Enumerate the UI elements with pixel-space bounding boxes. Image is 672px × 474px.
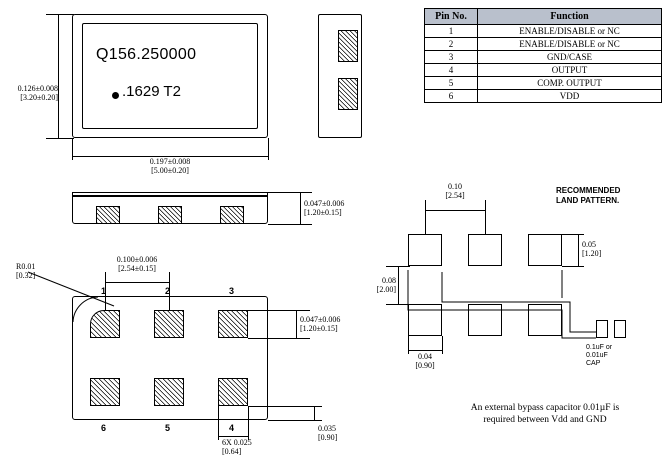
ext-line-offset-top [248, 406, 322, 407]
pin-function-cell: ENABLE/DISABLE or NC [478, 38, 662, 51]
side-view-pad-2 [158, 206, 182, 224]
dim-pitch [87, 255, 187, 273]
pin-function-cell: COMP. OUTPUT [478, 77, 662, 90]
table-header-row [425, 9, 662, 25]
dim-lp-pad-width-mm: [0.90] [415, 361, 435, 370]
land-pattern-title-line2: LAND PATTERN. [556, 196, 620, 205]
dim-thickness-inch: 0.047±0.006 [304, 199, 345, 208]
ext-line-bottom-topview [46, 138, 74, 139]
dim-pad-offset [318, 424, 372, 442]
dim-lp-pad-width [400, 352, 450, 370]
dim-pitch-inch: 0.100±0.006 [116, 255, 158, 264]
dim-pad-height-mm: [1.20±0.15] [300, 324, 338, 333]
table-row [425, 64, 662, 77]
dim-line-padh [296, 310, 297, 338]
dim-line-lp-padw [408, 350, 442, 351]
dim-pad-height [300, 315, 366, 333]
pin-label-6: 6 [101, 423, 107, 433]
dim-line-padw [218, 436, 248, 437]
pin1-dot-marker [112, 92, 119, 99]
dim-pad-offset-mm: [0.90] [318, 433, 338, 442]
table-header-pin-no: Pin No. [425, 9, 478, 25]
dim-corner-radius-inch: R0.01 [16, 262, 36, 271]
dim-width-topview [120, 157, 220, 175]
pin-label-4: 4 [229, 423, 235, 433]
dim-line-side-thickness [300, 192, 301, 224]
cap-label-line3: CAP [586, 360, 601, 367]
table-header-function: Function [478, 9, 662, 25]
dim-pad-offset-inch: 0.035 [318, 424, 336, 433]
bottom-pad-6 [90, 378, 120, 406]
land-pattern-title [556, 186, 666, 206]
ext-line-side-bottom [268, 224, 312, 225]
cap-label-line1: 0.1uF or [586, 344, 613, 351]
dim-corner-radius [16, 262, 78, 280]
bypass-capacitor-note [420, 402, 670, 426]
pin-no-cell: 2 [425, 38, 478, 51]
dim-width-inch: 0.197±0.008 [149, 157, 191, 166]
table-row [425, 38, 662, 51]
pin-label-3: 3 [229, 286, 235, 296]
dim-pad-width-mm: [0.64] [222, 447, 242, 456]
dim-lp-pad-width-inch: 0.04 [418, 352, 432, 361]
end-view-pad-lower [338, 78, 358, 110]
ext-line-pitch-left [105, 272, 106, 310]
ext-line-lp-pitch-left [425, 200, 426, 234]
dim-thickness-mm: [1.20±0.15] [304, 208, 342, 217]
bottom-pad-4 [218, 378, 248, 406]
dim-pad-width-inch: 6X 0.025 [222, 438, 252, 447]
table-row [425, 25, 662, 38]
dim-width-mm: [5.00±0.20] [151, 166, 189, 175]
dim-lp-span [342, 276, 396, 294]
side-view-pad-3 [220, 206, 244, 224]
ext-line-side-top [268, 192, 312, 193]
marking-line-2: .1629 T2 [122, 83, 181, 100]
ext-line-padw-left [218, 406, 219, 440]
ext-line-padw-right [248, 406, 249, 440]
pin-no-cell: 4 [425, 64, 478, 77]
pin-label-5: 5 [165, 423, 171, 433]
bottom-pad-5 [154, 378, 184, 406]
marking-line-1: Q156.250000 [96, 46, 197, 63]
pin-no-cell: 1 [425, 25, 478, 38]
pin-function-cell: ENABLE/DISABLE or NC [478, 25, 662, 38]
ext-line-offset-bottom [268, 420, 322, 421]
ext-line-lp-padh-top [562, 234, 584, 235]
ext-line-lp-span-bottom [386, 304, 410, 305]
dim-lp-span-inch: 0.08 [382, 276, 396, 285]
pin-label-2: 2 [165, 286, 171, 296]
end-view-pad-upper [338, 30, 358, 62]
pin-function-cell: GND/CASE [478, 51, 662, 64]
dim-lp-pad-height-inch: 0.05 [582, 240, 596, 249]
dim-height-mm: [3.20±0.20] [20, 93, 58, 102]
pin-no-cell: 5 [425, 77, 478, 90]
ext-line-padh-bottom [248, 338, 310, 339]
pin-label-1: 1 [101, 286, 107, 296]
dim-pad-height-inch: 0.047±0.006 [300, 315, 341, 324]
ext-line-pitch-right [169, 272, 170, 310]
dim-lp-pad-height-mm: [1.20] [582, 249, 602, 258]
pin-function-cell: VDD [478, 90, 662, 103]
table-row [425, 51, 662, 64]
cap-label [586, 344, 666, 368]
dim-lp-pad-height [582, 240, 632, 258]
pin-no-cell: 6 [425, 90, 478, 103]
table-row [425, 77, 662, 90]
pin-function-cell: OUTPUT [478, 64, 662, 77]
ext-line-padh-top [248, 310, 310, 311]
dim-pitch-mm: [2.54±0.15] [118, 264, 156, 273]
dim-lp-pitch [410, 182, 500, 200]
dim-line-pitch [105, 282, 169, 283]
ext-line-top-topview [46, 14, 74, 15]
package-top-inner-outline [82, 23, 258, 129]
ext-line-right-topview [268, 138, 269, 160]
bottom-pad-3 [218, 310, 248, 338]
dim-lp-pitch-mm: [2.54] [445, 191, 465, 200]
cap-label-line2: 0.01uF [586, 352, 608, 359]
pin-function-table [424, 8, 662, 103]
pin-no-cell: 3 [425, 51, 478, 64]
dim-lp-pitch-inch: 0.10 [448, 182, 462, 191]
dim-line-lp-padh [578, 234, 579, 266]
land-pattern-title-line1: RECOMMENDED [556, 186, 621, 195]
dim-pad-width [222, 438, 318, 456]
dim-line-height-topview [58, 14, 59, 138]
bypass-note-line2: required between Vdd and GND [483, 415, 607, 425]
dim-height-inch: 0.126±0.008 [17, 84, 58, 93]
dim-lp-span-mm: [2.00] [376, 285, 396, 294]
side-view-pad-1 [96, 206, 120, 224]
dim-line-offset [314, 406, 315, 420]
ext-line-lp-pitch-right [485, 200, 486, 234]
dim-height-topview [0, 84, 58, 102]
cap-pad-left [596, 320, 608, 338]
dim-corner-radius-mm: [0.32] [16, 271, 36, 280]
dim-line-lp-pitch [425, 210, 485, 211]
cap-pad-right [614, 320, 626, 338]
bottom-pad-2 [154, 310, 184, 338]
dim-line-lp-span [398, 266, 399, 304]
bottom-pad-1 [90, 310, 120, 338]
ext-line-lp-padh-bottom [562, 266, 584, 267]
table-row [425, 90, 662, 103]
bypass-note-line1: An external bypass capacitor 0.01µF is [470, 403, 620, 413]
dim-thickness-sideview [304, 199, 368, 217]
